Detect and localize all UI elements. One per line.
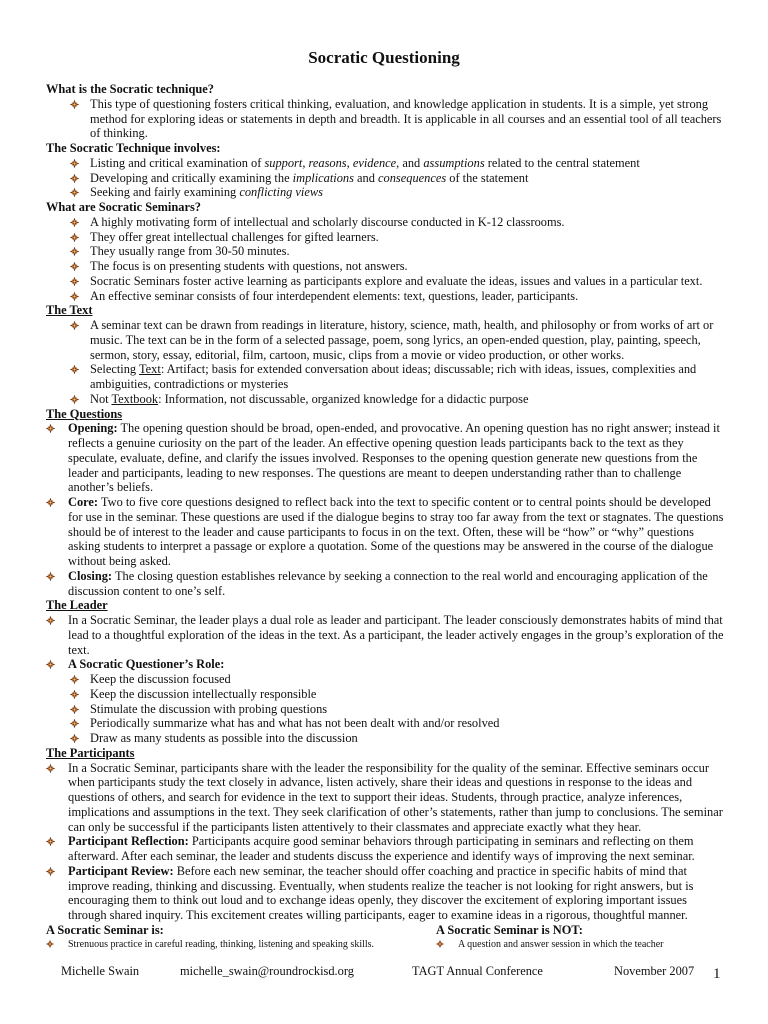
footer-event: TAGT Annual Conference bbox=[412, 964, 543, 978]
heading-seminar-is: A Socratic Seminar is: bbox=[46, 922, 164, 937]
flower-bullet-icon bbox=[436, 940, 444, 948]
list-item-text: A highly motivating form of intellectual and scholarly discourse conducted in K-12 classrooms. bbox=[90, 214, 565, 229]
list-item bbox=[46, 171, 726, 186]
list-item-text: A seminar text can be drawn from readings in literature, history, science, math, health, and philosophy or from works of art or music. The text can be in the form of a selected passage, poem, song lyrics, an open-ended question, play, painting, speech, sermon, story, essay, editorial, film, cartoon, music, clips from a movie or video production, or other works. bbox=[90, 318, 714, 362]
list-item bbox=[46, 864, 726, 923]
list-item bbox=[46, 613, 726, 657]
flower-bullet-icon bbox=[46, 867, 55, 876]
list-item-text: Developing and critically examining the implications and consequences of the statement bbox=[90, 170, 529, 185]
flower-bullet-icon bbox=[46, 498, 55, 507]
list-item-text: Listing and critical examination of support, reasons, evidence, and assumptions related to the central statement bbox=[90, 155, 640, 170]
list-item bbox=[46, 97, 726, 141]
flower-bullet-icon bbox=[70, 365, 79, 374]
flower-bullet-icon bbox=[70, 159, 79, 168]
list-item-text: A question and answer session in which the teacher bbox=[458, 938, 664, 950]
list-item-text: Socratic Seminars foster active learning as participants explore and evaluate the ideas, issues and values in a particular text. bbox=[90, 273, 703, 288]
heading-what-is: What is the Socratic technique? bbox=[46, 82, 214, 96]
flower-bullet-icon bbox=[70, 188, 79, 197]
list-item bbox=[46, 834, 726, 864]
flower-bullet-icon bbox=[70, 218, 79, 227]
list-item-text: This type of questioning fosters critical thinking, evaluation, and knowledge application in students. It is a simple, yet strong method for exploring ideas or statements in depth and breadth. It is applicable in all courses and an essential tool of all teachers of thinking. bbox=[90, 96, 722, 141]
document-title: Socratic Questioning bbox=[308, 48, 460, 67]
list-item bbox=[46, 318, 726, 362]
list-item bbox=[46, 392, 726, 407]
list-item bbox=[46, 259, 726, 274]
page-number: 1 bbox=[713, 966, 721, 982]
list-item-text: Periodically summarize what has and what has not been dealt with and/or resolved bbox=[90, 716, 500, 731]
list-item bbox=[46, 185, 726, 200]
heading-the-text: The Text bbox=[46, 303, 93, 318]
flower-bullet-icon bbox=[70, 705, 79, 714]
flower-bullet-icon bbox=[70, 233, 79, 242]
flower-bullet-icon bbox=[70, 690, 79, 699]
list-item-text: Strenuous practice in careful reading, thinking, listening and speaking skills. bbox=[68, 938, 375, 950]
is-column bbox=[46, 923, 426, 951]
flower-bullet-icon bbox=[70, 262, 79, 271]
footer-date: November 2007 bbox=[614, 964, 695, 978]
list-item-text: Seeking and fairly examining conflicting views bbox=[90, 185, 323, 200]
heading-the-participants: The Participants bbox=[46, 745, 135, 760]
list-item-text: Closing: The closing question establishes relevance by seeking a connection to the real world and encouraging application of the discussion content to one’s self. bbox=[68, 568, 708, 598]
flower-bullet-icon bbox=[46, 940, 54, 948]
list-item bbox=[46, 938, 426, 951]
footer-author: Michelle Swain bbox=[61, 964, 140, 978]
flower-bullet-icon bbox=[70, 675, 79, 684]
list-item-text: A Socratic Questioner’s Role: bbox=[68, 657, 225, 672]
list-item-text: The focus is on presenting students with questions, not answers. bbox=[90, 259, 408, 273]
list-item-text: Draw as many students as possible into the discussion bbox=[90, 731, 358, 745]
list-item-text: Not Textbook: Information, not discussable, organized knowledge for a didactic purpose bbox=[90, 391, 529, 406]
document-body bbox=[46, 82, 726, 951]
list-item-text: In a Socratic Seminar, participants share with the leader the responsibility for the quality of the seminar. Effective seminars occur when participants study the text closely in advance, listen actively, share their ideas and questions in response to the ideas and questions of others, and search for evidence in the text to support their ideas. Students, through practice, analyze inferences, implications and assumptions in the text. They seek clarification of other’s statements, rather than jump to conclusions. The seminar can only be successful if the participants listen attentively to their classmates and appreciate exactly what they hear. bbox=[68, 760, 723, 834]
list-item bbox=[46, 687, 726, 702]
flower-bullet-icon bbox=[70, 395, 79, 404]
list-item bbox=[46, 289, 726, 304]
footer-email: michelle_swain@roundrockisd.org bbox=[180, 964, 354, 978]
flower-bullet-icon bbox=[70, 321, 79, 330]
list-item-text: Participant Reflection: Participants acquire good seminar behaviors through participating in seminars and reflecting on them afterward. After each seminar, the leader and students discuss the experience and identify ways of improving the next seminar. bbox=[68, 834, 695, 863]
flower-bullet-icon bbox=[70, 292, 79, 301]
flower-bullet-icon bbox=[70, 247, 79, 256]
flower-bullet-icon bbox=[70, 174, 79, 183]
list-item bbox=[46, 421, 726, 495]
heading-seminar-is-not: A Socratic Seminar is NOT: bbox=[436, 922, 583, 937]
list-item-text: They offer great intellectual challenges for gifted learners. bbox=[90, 229, 379, 244]
heading-involves: The Socratic Technique involves: bbox=[46, 141, 221, 155]
list-item-text: Stimulate the discussion with probing questions bbox=[90, 701, 328, 716]
list-item bbox=[46, 244, 726, 259]
flower-bullet-icon bbox=[46, 660, 55, 669]
heading-the-questions: The Questions bbox=[46, 406, 123, 421]
list-item bbox=[46, 731, 726, 746]
list-item bbox=[46, 156, 726, 171]
is-not-column bbox=[436, 923, 768, 951]
list-item-text: Core: Two to five core questions designed to reflect back into the text to specific content or to central points should be developed for use in the seminar. These questions are used if the dialogue begins to stray too far away from the text or stagnates. The questions should be of interest to the leader and cause participants to focus in on the text. Often, these will be “how” or “why” questions asking students to interpret a passage or explore a quotation. Some of the questions may be answered in the course of the dialogue without being asked. bbox=[68, 495, 724, 568]
list-item bbox=[436, 938, 768, 951]
list-item bbox=[46, 716, 726, 731]
list-item bbox=[46, 362, 726, 392]
list-item-text: Participant Review: Before each new seminar, the teacher should offer coaching and practice in specific habits of mind that improve reading, thinking and discussing. Eventually, when students realize the teacher is not looking for right answers, but is encouraging them to think out loud and to exchange ideas openly, they discover the excitement of exploring important issues through shared inquiry. This excitement creates willing participants, eager to examine ideas in a rigorous, thoughtful manner. bbox=[68, 863, 694, 922]
heading-the-leader: The Leader bbox=[46, 598, 108, 613]
flower-bullet-icon bbox=[46, 572, 55, 581]
flower-bullet-icon bbox=[46, 837, 55, 846]
list-item bbox=[46, 215, 726, 230]
is-isnot-columns bbox=[46, 923, 726, 951]
list-item bbox=[46, 657, 726, 672]
heading-seminars: What are Socratic Seminars? bbox=[46, 200, 201, 214]
list-item-text: Keep the discussion focused bbox=[90, 672, 231, 686]
list-item bbox=[46, 702, 726, 717]
list-item-text: Keep the discussion intellectually responsible bbox=[90, 686, 317, 701]
flower-bullet-icon bbox=[70, 734, 79, 743]
list-item bbox=[46, 230, 726, 245]
list-item bbox=[46, 761, 726, 835]
list-item-text: An effective seminar consists of four interdependent elements: text, questions, leader, participants. bbox=[90, 288, 579, 303]
flower-bullet-icon bbox=[70, 100, 79, 109]
list-item bbox=[46, 569, 726, 599]
list-item bbox=[46, 274, 726, 289]
list-item-text: Opening: The opening question should be broad, open-ended, and provocative. An opening question has no right answer; instead it reflects a genuine curiosity on the part of the leader. An effective opening question leads participants back to the text as they speculate, evaluate, define, and clarify the issues involved. Responses to the opening question generate new questions from the leader and participants, leading to new responses. The questions are meant to deepen understanding rather than to challenge another’s beliefs. bbox=[68, 421, 720, 495]
list-item bbox=[46, 495, 726, 569]
flower-bullet-icon bbox=[70, 277, 79, 286]
flower-bullet-icon bbox=[46, 616, 55, 625]
list-item-text: They usually range from 30-50 minutes. bbox=[90, 244, 290, 259]
flower-bullet-icon bbox=[46, 764, 55, 773]
list-item bbox=[46, 672, 726, 687]
list-item-text: In a Socratic Seminar, the leader plays a dual role as leader and participant. The leader consciously demonstrates habits of mind that lead to a thoughtful exploration of the ideas in the text. As a participant, the leader actively engages in the group’s exploration of the text. bbox=[68, 613, 724, 657]
flower-bullet-icon bbox=[70, 719, 79, 728]
list-item-text: Selecting Text: Artifact; basis for extended conversation about ideas; discussable; rich with ideas, issues, complexities and ambiguities, contradictions or mysteries bbox=[90, 362, 697, 391]
flower-bullet-icon bbox=[46, 424, 55, 433]
